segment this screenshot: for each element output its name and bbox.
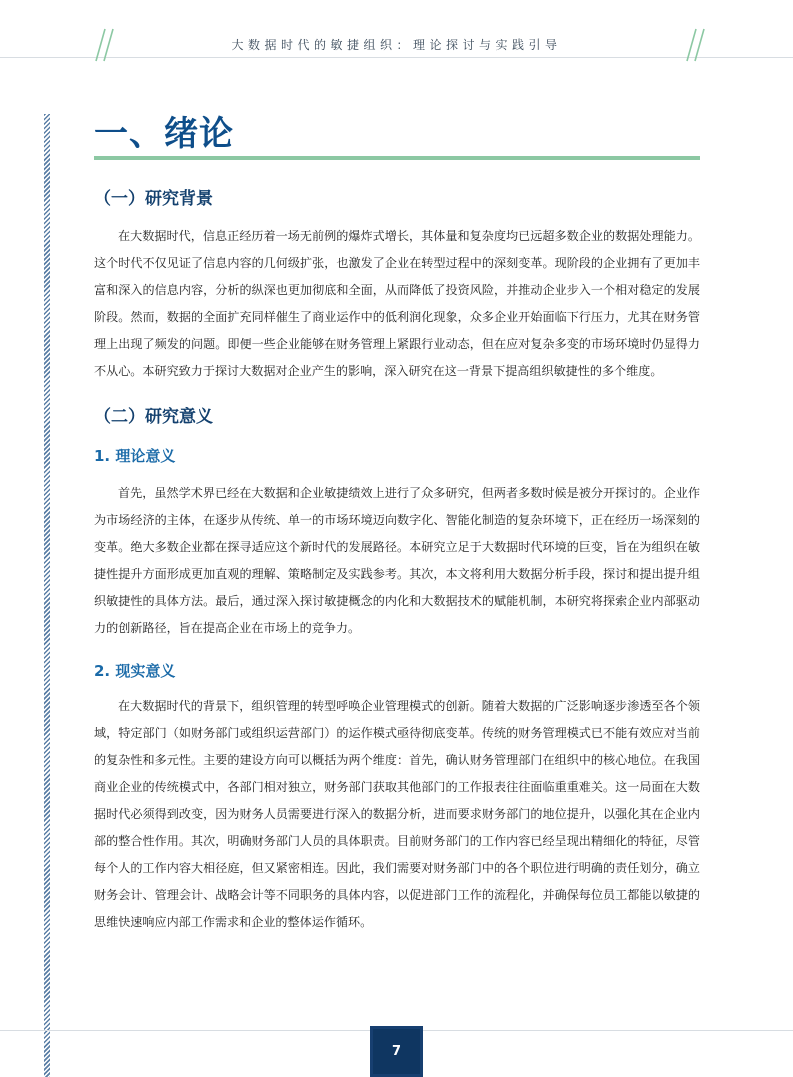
section-heading-background: （一）研究背景 xyxy=(94,189,213,209)
paragraph-practice: 在大数据时代的背景下，组织管理的转型呼唤企业管理模式的创新。随着大数据的广泛影响逐步渗透至各个领域，特定部门（如财务部门或组织运营部门）的运作模式亟待彻底变革。传统的财务管理模式已不能有效应对当前的复杂性和多元性。主要的建设方向可以概括为两个维度：首先，确认财务管理部门在组织中的核心地位。在我国商业企业的传统模式中，各部门相对独立，财务部门获取其他部门的工作报表往往面临重重难关。这一局面在大数据时代必须得到改变，因为财务人员需要进行深入的数据分析，进而要求财务部门的地位提升，以强化其在企业内部的整合性作用。其次，明确财务部门人员的具体职责。目前财务部门的工作内容已经呈现出精细化的特征，尽管每个人的工作内容大相径庭，但又紧密相连。因此，我们需要对财务部门中的各个职位进行明确的责任划分，确立财务会计、管理会计、战略会计等不同职务的具体内容，以促进部门工作的流程化，并确保每位员工都能以敏捷的思维快速响应内部工作需求和企业的整体运作循环。 xyxy=(94,699,700,929)
chapter-title: 一、绪论 xyxy=(94,114,234,154)
page-number-badge xyxy=(370,1026,423,1077)
paragraph-background: 在大数据时代，信息正经历着一场无前例的爆炸式增长，其体量和复杂度均已远超多数企业的数据处理能力。这个时代不仅见证了信息内容的几何级扩张，也激发了企业在转型过程中的深刻变革。现阶段的企业拥有了更加丰富和深入的信息内容，分析的纵深也更加彻底和全面，从而降低了投资风险，并推动企业步入一个相对稳定的发展阶段。然而，数据的全面扩充同样催生了商业运作中的低利润化现象，众多企业开始面临下行压力，尤其在财务管理上出现了频发的问题。即便一些企业能够在财务管理上紧跟行业动态，但在应对复杂多变的市场环境时仍显得力不从心。本研究致力于探讨大数据对企业产生的影响，深入研究在这一背景下提高组织敏捷性的多个维度。 xyxy=(94,229,700,378)
paragraph-theory: 首先，虽然学术界已经在大数据和企业敏捷绩效上进行了众多研究，但两者多数时候是被分开探讨的。企业作为市场经济的主体，在逐步从传统、单一的市场环境迈向数字化、智能化制造的复杂环境下，正在经历一场深刻的变革。绝大多数企业都在探寻适应这个新时代的发展路径。本研究立足于大数据时代环境的巨变，旨在为组织在敏捷性提升方面形成更加直观的理解、策略制定及实践参考。其次，本文将利用大数据分析手段，探讨和提出提升组织敏捷性的具体方法。最后，通过深入探讨敏捷概念的内化和大数据技术的赋能机制，本研究将探索企业内部驱动力的创新路径，旨在提高企业在市场上的竞争力。 xyxy=(94,486,700,635)
double-slash-icon xyxy=(94,27,124,63)
chapter-title-underline xyxy=(94,156,700,160)
running-header-title: 大数据时代的敏捷组织：理论探讨与实践引导 xyxy=(231,38,562,52)
decorative-side-stripe xyxy=(44,114,50,1077)
section-heading-significance: （二）研究意义 xyxy=(94,407,213,427)
subsection-heading-practice: 2. 现实意义 xyxy=(94,662,176,680)
subsection-heading-theory: 1. 理论意义 xyxy=(94,447,176,465)
double-slash-icon xyxy=(676,27,706,63)
page-number: 7 xyxy=(391,1044,402,1059)
